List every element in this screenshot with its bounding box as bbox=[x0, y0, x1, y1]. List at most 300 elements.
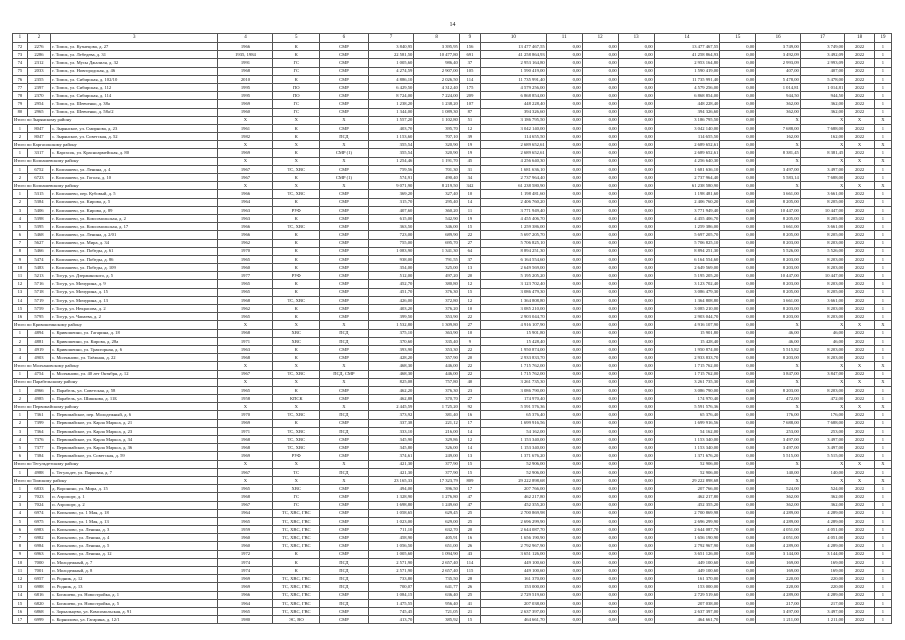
table-cell: 396,50 bbox=[414, 485, 460, 493]
table-cell: 426,00 bbox=[368, 296, 414, 304]
table-cell: 413,70 bbox=[368, 616, 414, 624]
table-cell: 0,00 bbox=[582, 370, 618, 378]
table-cell: ПСД bbox=[320, 427, 369, 435]
table-cell: ПСД bbox=[320, 468, 369, 476]
table-cell: 0,00 bbox=[720, 616, 756, 624]
table-cell: 0,00 bbox=[720, 100, 756, 108]
table-row bbox=[13, 67, 892, 75]
table-cell: 632,70 bbox=[414, 526, 460, 534]
table-cell: 17 bbox=[459, 419, 480, 427]
table-cell: 75 bbox=[13, 67, 28, 75]
table-cell: 0,00 bbox=[720, 411, 756, 419]
subtotal-cell: Х bbox=[874, 182, 891, 190]
table-cell: 15 bbox=[459, 616, 480, 624]
subtotal-cell: 0,00 bbox=[546, 321, 582, 329]
table-cell: 5213 bbox=[27, 272, 50, 280]
table-cell: СМР bbox=[320, 59, 369, 67]
table-row bbox=[13, 51, 892, 59]
table-cell: 3 497,00 bbox=[756, 444, 800, 452]
table-cell: 20 bbox=[459, 272, 480, 280]
table-cell: 333,10 bbox=[368, 427, 414, 435]
table-cell: 0,00 bbox=[618, 517, 654, 525]
subtotal-cell: 468,30 bbox=[368, 362, 414, 370]
table-cell: 8 894 251,30 bbox=[654, 247, 720, 255]
table-cell: с. Первомайское, ул. Карла Маркса, д. 36 bbox=[51, 444, 218, 452]
subtotal-cell: 0,00 bbox=[618, 321, 654, 329]
table-cell: 0,00 bbox=[582, 288, 618, 296]
table-cell: 2 406 760,20 bbox=[654, 198, 720, 206]
table-cell: 2 bbox=[13, 395, 28, 403]
table-cell: 2022 bbox=[845, 526, 875, 534]
table-row bbox=[13, 370, 892, 378]
table-cell: 5718 bbox=[27, 288, 50, 296]
table-cell: 0,00 bbox=[582, 108, 618, 116]
subtotal-cell: 0,00 bbox=[618, 141, 654, 149]
table-cell: 0,00 bbox=[546, 67, 582, 75]
subtotal-cell: 0,00 bbox=[582, 321, 618, 329]
table-cell: 3 497,00 bbox=[800, 436, 844, 444]
table-cell: 2022 bbox=[845, 264, 875, 272]
table-cell: 15 bbox=[13, 599, 28, 607]
table-cell: СМР bbox=[320, 296, 369, 304]
table-cell: 329,86 bbox=[414, 436, 460, 444]
table-cell: 4988 bbox=[27, 468, 50, 476]
table-cell: СМР bbox=[320, 214, 369, 222]
table-cell: 2022 bbox=[845, 436, 875, 444]
subtotal-cell: Х bbox=[273, 141, 320, 149]
table-cell: 1968 bbox=[218, 296, 273, 304]
table-cell: ТС, ХВС bbox=[273, 370, 320, 378]
table-cell: 0,00 bbox=[546, 444, 582, 452]
table-cell: 363,90 bbox=[414, 329, 460, 337]
table-cell: 0,00 bbox=[720, 550, 756, 558]
table-cell: 207 038,00 bbox=[654, 599, 720, 607]
table-cell: п. Копылово, ул. Ленина, д. 5 bbox=[51, 542, 218, 550]
table-cell: 1960 bbox=[218, 264, 273, 272]
table-cell: 0,00 bbox=[720, 288, 756, 296]
table-cell: 7384 bbox=[27, 452, 50, 460]
table-cell: ХВС bbox=[273, 337, 320, 345]
table-cell: 373,92 bbox=[368, 411, 414, 419]
table-cell: 345,80 bbox=[368, 444, 414, 452]
subtotal-cell: Х bbox=[218, 378, 273, 386]
table-cell: 1 699 916,56 bbox=[481, 419, 547, 427]
column-number-cell: 12 bbox=[582, 34, 618, 43]
table-cell: 956,40 bbox=[414, 599, 460, 607]
table-cell: 4 289,00 bbox=[756, 509, 800, 517]
table-cell: К bbox=[273, 558, 320, 566]
table-cell: 0,00 bbox=[546, 599, 582, 607]
table-cell: 2 729 519,60 bbox=[654, 591, 720, 599]
table-cell: 3 497,00 bbox=[800, 444, 844, 452]
table-cell: 0,00 bbox=[546, 427, 582, 435]
table-cell: 28 bbox=[459, 575, 480, 583]
table-cell: 1 bbox=[874, 493, 891, 501]
subtotal-cell: Х bbox=[874, 476, 891, 484]
table-cell: 25 bbox=[459, 591, 480, 599]
table-cell: 2 657,40 bbox=[414, 558, 460, 566]
table-cell: 464 661,70 bbox=[481, 616, 547, 624]
table-cell: 1 371 676,20 bbox=[481, 452, 547, 460]
table-cell: ТС, ХВС bbox=[273, 190, 320, 198]
table-row bbox=[13, 501, 892, 509]
subtotal-cell: 0,00 bbox=[618, 116, 654, 124]
table-row bbox=[13, 133, 892, 141]
table-cell: 0,00 bbox=[720, 468, 756, 476]
table-cell: 354,00 bbox=[368, 264, 414, 272]
table-cell: 5 515,82 bbox=[756, 345, 800, 353]
table-cell: 0,00 bbox=[546, 288, 582, 296]
table-cell: 0,00 bbox=[546, 583, 582, 591]
table-cell: 2397 bbox=[27, 83, 50, 91]
table-cell: 5468 bbox=[27, 231, 50, 239]
table-cell: 0,00 bbox=[618, 370, 654, 378]
table-cell: К bbox=[273, 550, 320, 558]
subtotal-cell: 45 bbox=[459, 157, 480, 165]
table-cell: 0,00 bbox=[720, 165, 756, 173]
table-cell: 8 203,00 bbox=[800, 264, 844, 272]
table-cell: 3 086 479,30 bbox=[481, 288, 547, 296]
table-cell: с. Тегульдет, ул. Парковая, д. 7 bbox=[51, 468, 218, 476]
table-cell: 1967 bbox=[218, 165, 273, 173]
table-cell: г. Томск, ул. Мусы Джалиля, д. 32 bbox=[51, 59, 218, 67]
table-cell: 1 950 874,00 bbox=[481, 345, 547, 353]
table-cell: 428,20 bbox=[368, 354, 414, 362]
table-cell: К bbox=[273, 174, 320, 182]
table-cell: 0,00 bbox=[720, 419, 756, 427]
table-cell: 0,00 bbox=[582, 558, 618, 566]
table-cell: 1 198 481,60 bbox=[481, 190, 547, 198]
table-cell: 140,00 bbox=[756, 468, 800, 476]
subtotal-cell: 5 591 576,36 bbox=[654, 403, 720, 411]
subtotal-cell: Х bbox=[756, 321, 800, 329]
subtotal-label: Итого по Каргасокскому району bbox=[13, 141, 218, 149]
subtotal-cell: Х bbox=[273, 157, 320, 165]
subtotal-cell: 0,00 bbox=[582, 182, 618, 190]
table-cell: 15 bbox=[459, 468, 480, 476]
table-cell: г. Колпашево, пер. Кубовый, д. 5 bbox=[51, 190, 218, 198]
table-cell: 17 bbox=[13, 616, 28, 624]
table-cell: 0,00 bbox=[546, 272, 582, 280]
table-row bbox=[13, 174, 892, 182]
table-cell: 10 bbox=[459, 305, 480, 313]
subtotal-cell: 1 715 762,00 bbox=[654, 362, 720, 370]
table-cell: 3 651 126,00 bbox=[654, 550, 720, 558]
table-cell: 2 737 964,40 bbox=[654, 174, 720, 182]
table-cell: с. Молчаново, ул. Таёжная, д. 22 bbox=[51, 354, 218, 362]
table-cell: г. Колпашево, ул. Комсомольская, д. 2 bbox=[51, 214, 218, 222]
table-cell: 5406 bbox=[27, 206, 50, 214]
table-cell: 2022 bbox=[845, 509, 875, 517]
table-row bbox=[13, 386, 892, 394]
table-cell: 6 868 854,00 bbox=[654, 92, 720, 100]
table-cell: 12 bbox=[459, 280, 480, 288]
column-number-cell: 17 bbox=[800, 34, 844, 43]
table-cell: 7 688,00 bbox=[800, 174, 844, 182]
table-cell: 1 bbox=[874, 133, 891, 141]
table-cell: 1967 bbox=[218, 468, 273, 476]
subtotal-cell: Х bbox=[320, 321, 369, 329]
table-cell: 2022 bbox=[845, 599, 875, 607]
subtotal-cell: Х bbox=[756, 157, 800, 165]
table-cell: 6 868 854,00 bbox=[481, 92, 547, 100]
table-cell: 7 688,00 bbox=[756, 124, 800, 132]
table-cell: 3 661,00 bbox=[756, 190, 800, 198]
subtotal-cell: 40 bbox=[459, 378, 480, 386]
table-cell: 1 084,15 bbox=[368, 591, 414, 599]
table-cell: 721,05 bbox=[414, 607, 460, 615]
table-cell: 0,00 bbox=[720, 337, 756, 345]
table-cell: 7000 bbox=[27, 558, 50, 566]
table-cell: 462 217,80 bbox=[654, 493, 720, 501]
table-cell: 43 bbox=[459, 550, 480, 558]
table-cell: 140,00 bbox=[800, 468, 844, 476]
table-cell: 0,00 bbox=[582, 149, 618, 157]
table-cell: 0,00 bbox=[582, 444, 618, 452]
table-cell: 175 bbox=[459, 83, 480, 91]
table-cell: 3 395,95 bbox=[414, 43, 460, 51]
table-cell: 0,00 bbox=[720, 542, 756, 550]
table-row bbox=[13, 75, 892, 83]
table-cell: 6999 bbox=[27, 616, 50, 624]
table-cell: СМР bbox=[320, 534, 369, 542]
table-cell: 376,30 bbox=[414, 386, 460, 394]
table-cell: СМР bbox=[320, 51, 369, 59]
table-cell: 462,88 bbox=[368, 395, 414, 403]
subtotal-label: Итого по Томскому району bbox=[13, 476, 218, 484]
table-cell: 13 bbox=[13, 288, 28, 296]
subtotal-cell: 1 309,80 bbox=[414, 321, 460, 329]
subtotal-cell: 320,90 bbox=[414, 141, 460, 149]
table-row bbox=[13, 337, 892, 345]
table-cell: 2022 bbox=[845, 468, 875, 476]
table-cell: 1 153 340,00 bbox=[481, 444, 547, 452]
table-cell: 2 993,09 bbox=[756, 59, 800, 67]
table-cell: 0,00 bbox=[720, 108, 756, 116]
table-cell: 10 447,00 bbox=[800, 206, 844, 214]
table-cell: 0,00 bbox=[720, 124, 756, 132]
table-cell: 755,00 bbox=[368, 239, 414, 247]
table-cell: 1 bbox=[13, 329, 28, 337]
table-cell: 295,40 bbox=[414, 198, 460, 206]
subtotal-cell: Х bbox=[874, 157, 891, 165]
table-cell: 2022 bbox=[845, 575, 875, 583]
subtotal-cell: Х bbox=[800, 362, 844, 370]
table-cell: 0,00 bbox=[546, 313, 582, 321]
table-cell: 448 228,40 bbox=[654, 100, 720, 108]
table-cell: 938,00 bbox=[368, 255, 414, 263]
table-row bbox=[13, 255, 892, 263]
table-cell: К bbox=[273, 386, 320, 394]
table-cell: 6820 bbox=[27, 599, 50, 607]
table-cell: 4 579 256,00 bbox=[654, 83, 720, 91]
table-cell: СМР bbox=[320, 83, 369, 91]
table-row bbox=[13, 493, 892, 501]
table-cell: 370,60 bbox=[368, 337, 414, 345]
table-cell: 370,70 bbox=[414, 395, 460, 403]
table-cell: 5759 bbox=[27, 305, 50, 313]
table-cell: 162,00 bbox=[800, 133, 844, 141]
table-cell: 3 661,00 bbox=[756, 296, 800, 304]
table-row bbox=[13, 100, 892, 108]
table-cell: д. Воронино, ул. Мира, д. 15 bbox=[51, 485, 218, 493]
table-cell: 8 205,00 bbox=[800, 198, 844, 206]
table-cell: 72 bbox=[13, 43, 28, 51]
table-cell: ТС, ХВС bbox=[273, 411, 320, 419]
table-cell: 512,00 bbox=[368, 272, 414, 280]
table-cell: п. Копылово, ул. 1 Мая, д. 18 bbox=[51, 509, 218, 517]
subtotal-cell: 0,00 bbox=[720, 362, 756, 370]
table-cell: 745,45 bbox=[368, 607, 414, 615]
table-cell: ТС, ХВС, ГВС bbox=[273, 526, 320, 534]
table-cell: 1 bbox=[874, 149, 891, 157]
table-cell: 0,00 bbox=[618, 264, 654, 272]
table-cell: 1 276,80 bbox=[414, 493, 460, 501]
table-cell: 5 bbox=[13, 223, 28, 231]
table-cell: 1969 bbox=[218, 583, 273, 591]
subtotal-cell: Х bbox=[874, 141, 891, 149]
subtotal-cell: 1 725,20 bbox=[414, 403, 460, 411]
table-cell: 1935, 1984 bbox=[218, 51, 273, 59]
subtotal-cell: 0,00 bbox=[582, 403, 618, 411]
table-cell: 0,00 bbox=[720, 190, 756, 198]
table-cell: 253,00 bbox=[756, 427, 800, 435]
table-cell: г. Томск, ул. Шевченко, д. 38а bbox=[51, 100, 218, 108]
table-cell: 1 715 762,00 bbox=[481, 370, 547, 378]
table-row bbox=[13, 247, 892, 255]
table-cell: 1963 bbox=[218, 214, 273, 222]
table-cell: 3 651 126,00 bbox=[481, 550, 547, 558]
table-cell: 0,00 bbox=[582, 607, 618, 615]
subtotal-cell: 0,00 bbox=[618, 378, 654, 386]
table-cell: 0,00 bbox=[618, 329, 654, 337]
table-cell: 1 bbox=[874, 607, 891, 615]
table-cell: 0,00 bbox=[618, 345, 654, 353]
table-cell: с. Первомайское, ул. Карла Маркса, д. 23 bbox=[51, 427, 218, 435]
table-cell: 3 123 702,40 bbox=[654, 280, 720, 288]
table-cell: 1 198 481,60 bbox=[654, 190, 720, 198]
table-cell: 363,50 bbox=[368, 223, 414, 231]
table-cell: 0,00 bbox=[582, 329, 618, 337]
table-cell: 52 906,00 bbox=[654, 468, 720, 476]
subtotal-row bbox=[13, 378, 892, 386]
table-row bbox=[13, 436, 892, 444]
table-cell: 2 907,00 bbox=[414, 67, 460, 75]
subtotal-row bbox=[13, 460, 892, 468]
table-row bbox=[13, 214, 892, 222]
table-cell: ПО bbox=[273, 92, 320, 100]
table-cell: 0,00 bbox=[546, 51, 582, 59]
table-cell: 1 bbox=[874, 337, 891, 345]
table-cell: 0,00 bbox=[546, 452, 582, 460]
table-cell: 107 bbox=[459, 100, 480, 108]
table-cell: 1965 bbox=[218, 288, 273, 296]
table-cell: 791,55 bbox=[414, 255, 460, 263]
table-cell: 1960 bbox=[218, 534, 273, 542]
table-cell: 3 086 790,00 bbox=[654, 386, 720, 394]
table-cell: 3 847,00 bbox=[756, 370, 800, 378]
table-cell: 700,07 bbox=[368, 583, 414, 591]
subtotal-cell: 4 256 640,30 bbox=[481, 157, 547, 165]
table-cell: 22 bbox=[459, 370, 480, 378]
table-cell: 0,00 bbox=[546, 255, 582, 263]
table-cell: 0,00 bbox=[618, 509, 654, 517]
table-cell: 0,00 bbox=[618, 100, 654, 108]
subtotal-cell: Х bbox=[273, 362, 320, 370]
table-cell: 37 bbox=[459, 255, 480, 263]
table-cell: 1962 bbox=[218, 305, 273, 313]
table-cell: 1 bbox=[874, 599, 891, 607]
table-cell: 14 bbox=[13, 591, 28, 599]
page-number: 14 bbox=[449, 22, 456, 28]
table-cell: 14 bbox=[459, 198, 480, 206]
table-cell: 6975 bbox=[27, 517, 50, 525]
table-cell: 1969 bbox=[218, 149, 273, 157]
table-cell: 524,00 bbox=[756, 485, 800, 493]
table-cell: СМР bbox=[320, 386, 369, 394]
subtotal-cell: Х bbox=[845, 378, 875, 386]
table-row bbox=[13, 558, 892, 566]
table-cell: 1 bbox=[874, 272, 891, 280]
table-cell: 8 894 251,30 bbox=[481, 247, 547, 255]
table-cell: 25 bbox=[459, 517, 480, 525]
table-row bbox=[13, 607, 892, 615]
table-cell: 472,00 bbox=[800, 395, 844, 403]
table-cell: 1969 bbox=[218, 419, 273, 427]
table-cell: 452 355,20 bbox=[481, 501, 547, 509]
table-cell: 8 203,00 bbox=[800, 239, 844, 247]
table-cell: 15 bbox=[13, 305, 28, 313]
subtotal-row bbox=[13, 182, 892, 190]
table-cell: 13 477 467,55 bbox=[654, 43, 720, 51]
table-cell: 5 bbox=[13, 517, 28, 525]
table-cell: 2286 bbox=[27, 51, 50, 59]
table-cell: 1 bbox=[874, 67, 891, 75]
table-cell: СМР bbox=[320, 247, 369, 255]
table-cell: 8 205,00 bbox=[800, 214, 844, 222]
table-cell: 2022 bbox=[845, 607, 875, 615]
table-cell: 0,00 bbox=[546, 337, 582, 345]
table-cell: 1 bbox=[874, 288, 891, 296]
table-cell: 0,00 bbox=[546, 567, 582, 575]
table-cell: СМР bbox=[320, 345, 369, 353]
table-cell: СМР bbox=[320, 485, 369, 493]
table-cell: 468,30 bbox=[368, 370, 414, 378]
table-cell: СМР bbox=[320, 419, 369, 427]
table-cell: с. Корнилово, ул. Гагарина, д. 12/1 bbox=[51, 616, 218, 624]
table-cell: ПСД bbox=[320, 411, 369, 419]
table-cell: К bbox=[273, 239, 320, 247]
table-cell: 2022 bbox=[845, 288, 875, 296]
table-cell: 1 371 676,20 bbox=[654, 452, 720, 460]
table-cell: 79 bbox=[13, 100, 28, 108]
table-cell: г. Колпашево, ул. Гоголя, д. 10 bbox=[51, 174, 218, 182]
table-cell: 380,80 bbox=[414, 280, 460, 288]
table-cell: 733,80 bbox=[368, 575, 414, 583]
table-cell: 0,00 bbox=[582, 575, 618, 583]
table-cell: 0,00 bbox=[720, 427, 756, 435]
table-cell: 15 901,80 bbox=[481, 329, 547, 337]
table-cell: 5384 bbox=[27, 198, 50, 206]
table-cell: 0,00 bbox=[582, 550, 618, 558]
table-cell: СМР bbox=[320, 165, 369, 173]
table-cell: 0,00 bbox=[720, 313, 756, 321]
subtotal-cell: 27 bbox=[459, 321, 480, 329]
table-cell: 1 211,00 bbox=[800, 616, 844, 624]
table-cell: 0,00 bbox=[618, 419, 654, 427]
table-cell: 0,00 bbox=[582, 386, 618, 394]
table-cell: 0,00 bbox=[582, 67, 618, 75]
